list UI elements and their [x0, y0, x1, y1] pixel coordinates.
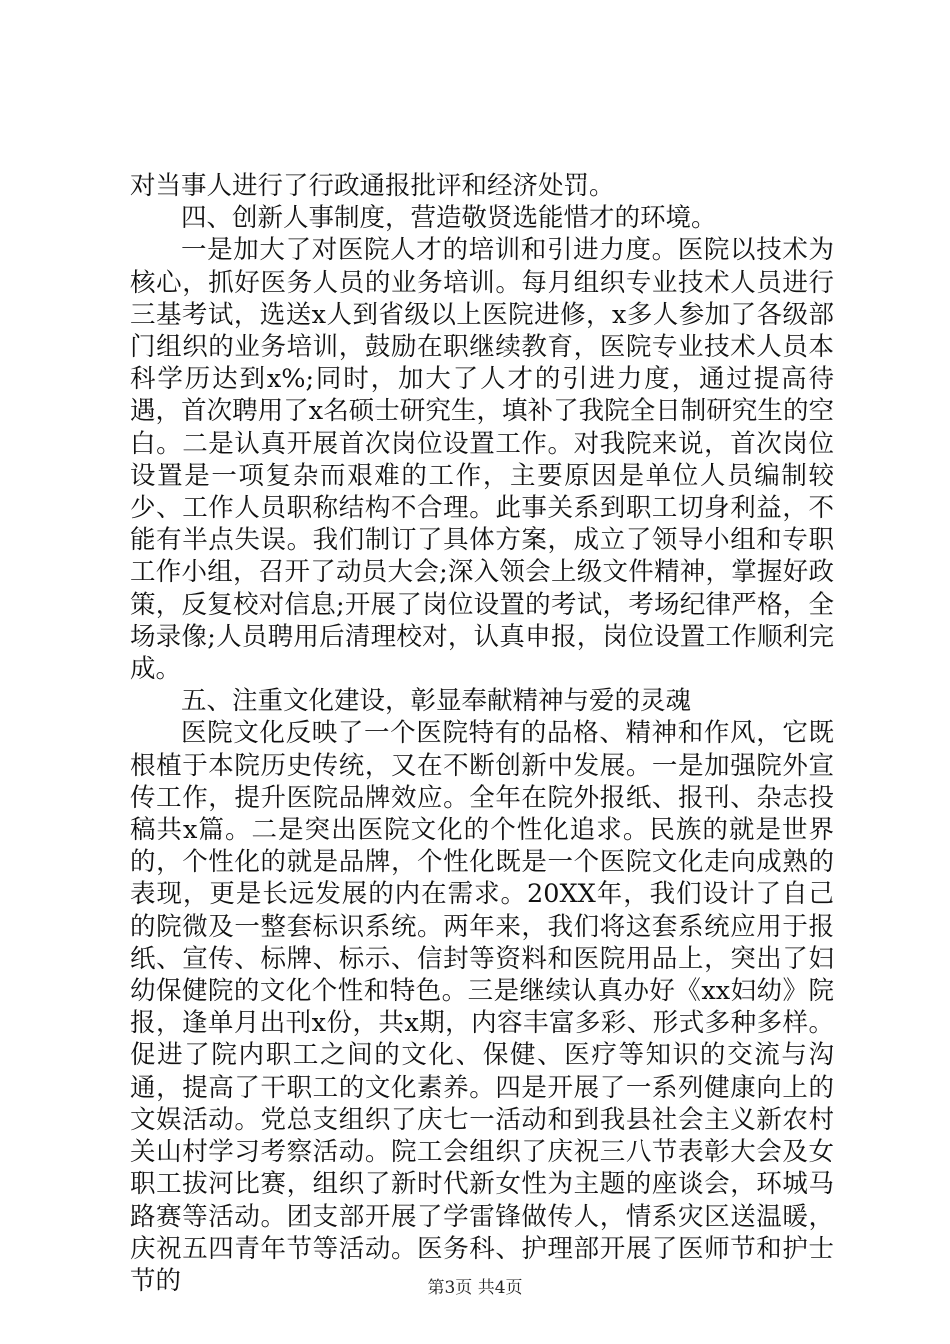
page-number-footer: 第3页 共4页 — [427, 1278, 523, 1298]
section-heading-five: 五、注重文化建设，彰显奉献精神与爱的灵魂 — [181, 686, 692, 717]
paragraph-continuation: 对当事人进行了行政通报批评和经济处罚。 — [130, 171, 615, 201]
section-heading-four: 四、创新人事制度，营造敬贤选能惜才的环境。 — [181, 203, 717, 234]
paragraph-personnel: 一是加大了对医院人才的培训和引进力度。医院以技术为核心，抓好医务人员的业务培训。每月组织专业技术人员进行三基考试，选送x人到省级以上医院进修，x多人参加了各级部门组织的业务培训，鼓励在职继续教育，医院专业技术人员本科学历达到x%;同时，加大了人才的引进力度，通过提高待遇，首次聘用了x名硕士研究生，填补了我院全日制研究生的空白。二是认真开展首次岗位设置工作。对我院来说，首次岗位设置是一项复杂而艰难的工作，主要原因是单位人员编制较少、工作人员职称结构不合理。此事关系到职工切身利益，不能有半点失误。我们制订了具体方案，成立了领导小组和专职工作小组，召开了动员大会;深入领会上级文件精神，掌握好政策，反复校对信息;开展了岗位设置的考试，考场纪律严格，全场录像;人员聘用后清理校对，认真申报，岗位设置工作顺利完成。 — [130, 235, 834, 685]
document-body — [130, 170, 834, 1297]
paragraph-culture: 医院文化反映了一个医院特有的品格、精神和作风，它既根植于本院历史传统，又在不断创新中发展。一是加强院外宣传工作，提升医院品牌效应。全年在院外报纸、报刊、杂志投稿共x篇。二是突出医院文化的个性化追求。民族的就是世界的，个性化的就是品牌，个性化既是一个医院文化走向成熟的表现，更是长远发展的内在需求。20XX年，我们设计了自己的院微及一整套标识系统。两年来，我们将这套系统应用于报纸、宣传、标牌、标示、信封等资料和医院用品上，突出了妇幼保健院的文化个性和特色。三是继续认真办好《xx妇幼》院报，逢单月出刊x份，共x期，内容丰富多彩、形式多种多样。促进了院内职工之间的文化、保健、医疗等知识的交流与沟通，提高了干职工的文化素养。四是开展了一系列健康向上的文娱活动。党总支组织了庆七一活动和到我县社会主义新农村关山村学习考察活动。院工会组织了庆祝三八节表彰大会及女职工拔河比赛，组织了新时代新女性为主题的座谈会，环城马路赛等活动。团支部开展了学雷锋做传人，情系灾区送温暖，庆祝五四青年节等活动。医务科、护理部开展了医师节和护士节的 — [130, 718, 834, 1296]
